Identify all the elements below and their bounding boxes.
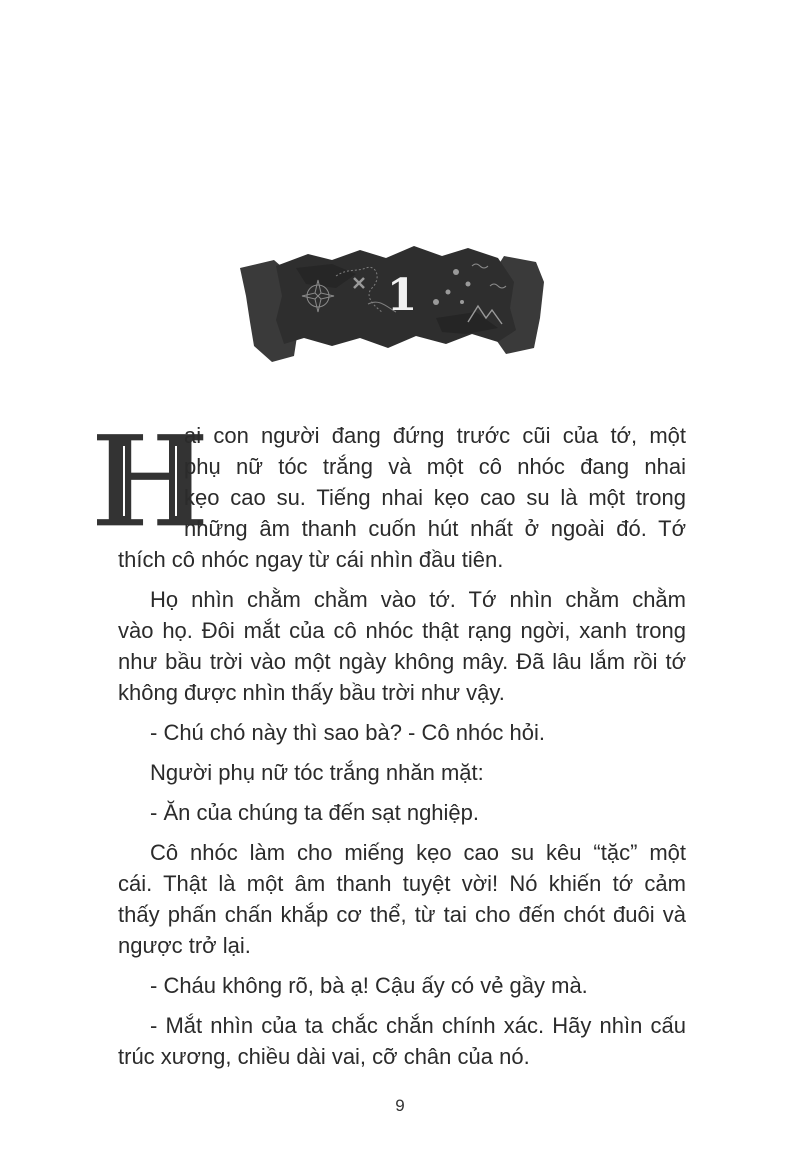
page-number: 9 [395,1096,405,1115]
paragraph [118,717,686,748]
text-line: vào họ. Đôi mắt của cô nhóc thật rạng ngời, xanh trong [118,618,686,643]
text-line: những âm thanh cuốn hút nhất ở ngoài đó. Tớ [184,516,686,541]
text-line: Cô nhóc làm cho miếng kẹo cao su kêu “tặc” một [150,840,686,865]
text-line: ai con người đang đứng trước cũi của tớ, một [184,423,686,448]
drop-cap-letter: H [90,408,210,556]
text-line: thích cô nhóc ngay từ cái nhìn đầu tiên. [118,547,504,572]
text-line: Người phụ nữ tóc trắng nhăn mặt: [150,760,484,785]
paragraph [118,970,686,1001]
chapter-number: 1 [386,270,418,321]
paragraph [118,797,686,828]
text-line: Họ nhìn chằm chằm vào tớ. Tớ nhìn chằm chằm [150,587,686,612]
text-line: thấy phấn chấn khắp cơ thể, từ tai cho đến chót đuôi và [118,902,686,927]
paragraph [118,837,686,961]
text-line: - Chú chó này thì sao bà? - Cô nhóc hỏi. [150,720,546,745]
text-line: - Mắt nhìn của ta chắc chắn chính xác. Hãy nhìn cấu [150,1013,686,1038]
body-text [118,420,686,1081]
first-paragraph [118,420,686,575]
text-line: trúc xương, chiều dài vai, cỡ chân của nó. [118,1044,530,1069]
text-line: như bầu trời vào một ngày không mây. Đã lâu lắm rồi tớ [118,649,686,674]
text-line: kẹo cao su. Tiếng nhai kẹo cao su là một trong [184,485,686,510]
text-line: - Ăn của chúng ta đến sạt nghiệp. [150,800,480,825]
text-line: ngược trở lại. [118,933,251,958]
paragraph [118,584,686,708]
text-line: không được nhìn thấy bầu trời như vậy. [118,680,505,705]
text-line: phụ nữ tóc trắng và một cô nhóc đang nhai [184,454,686,479]
paragraph [118,757,686,788]
paragraph [118,1010,686,1072]
text-line: cái. Thật là một âm thanh tuyệt vời! Nó khiến tớ cảm [118,871,686,896]
chapter-banner [236,238,548,366]
text-line: - Cháu không rõ, bà ạ! Cậu ấy có vẻ gầy mà. [150,973,588,998]
